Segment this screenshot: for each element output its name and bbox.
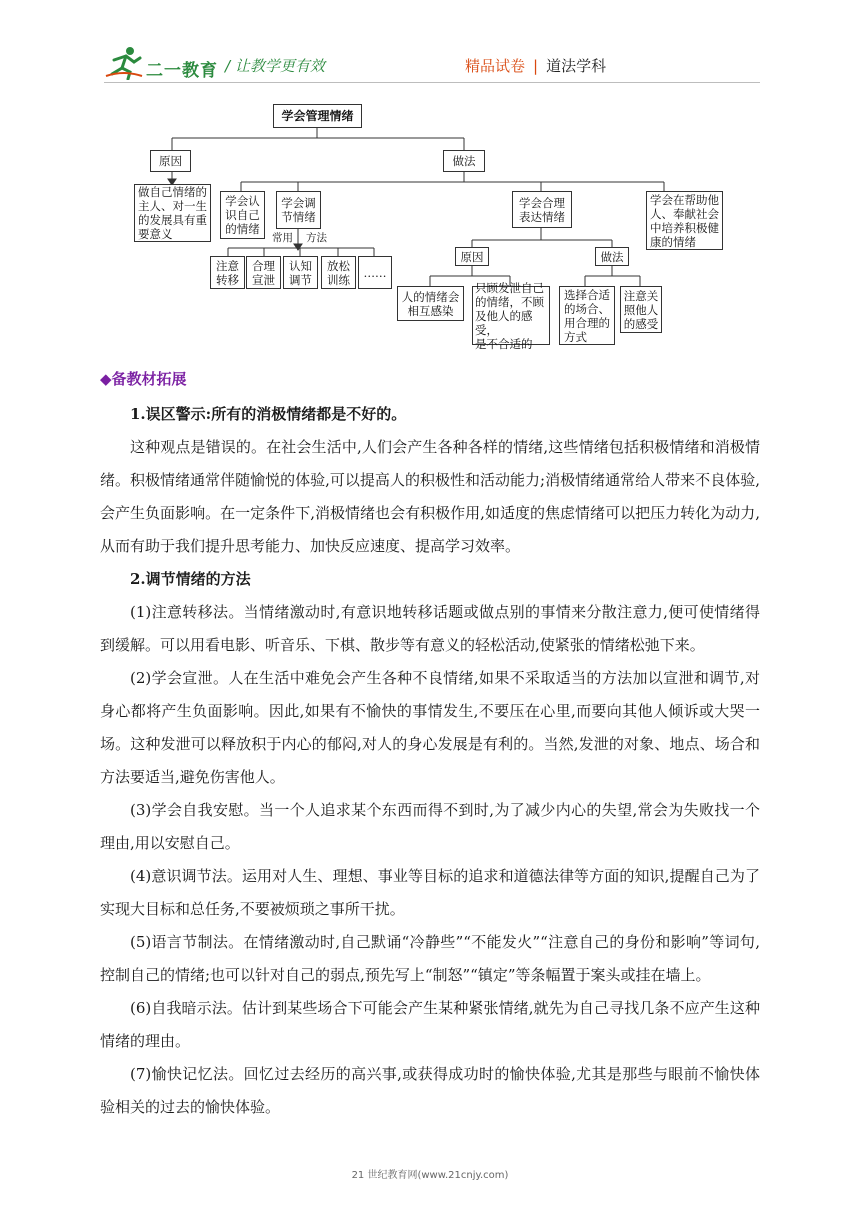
page-footer: 21 世纪教育网(www.21cnjy.com) bbox=[351, 1170, 509, 1181]
paragraph: (6)自我暗示法。估计到某些场合下可能会产生某种紧张情绪,就先为自己寻找几条不应产生这种情绪的理由。 bbox=[100, 999, 760, 1050]
paragraph: (2)学会宣泄。人在生活中难免会产生各种不良情绪,如果不采取适当的方法加以宣泄和调节,对身心都将产生负面影响。因此,如果有不愉快的事情发生,不要压在心里,而要向其他人倾诉或大哭一场。这种发泄可以释放积于内心的郁闷,对人的身心发展是有利的。当然,发泄的对象、地点、场合和方法要适当,避免伤害他人。 bbox=[100, 669, 760, 786]
node-root: 学会管理情绪 bbox=[273, 104, 362, 128]
node-attention-shift: 注意 转移 bbox=[210, 256, 245, 289]
node-care-others: 注意关 照他人 的感受 bbox=[620, 286, 662, 333]
node-venting: 合理 宣泄 bbox=[246, 256, 281, 289]
paper-tag: 精品试卷 bbox=[465, 57, 526, 75]
slogan: / 让教学更有效 bbox=[225, 57, 325, 75]
node-method: 做法 bbox=[443, 150, 485, 172]
node-regulate: 学会调 节情绪 bbox=[276, 191, 321, 229]
node-reason-text: 做自己情绪的 主人、对一生 的发展具有重 要意义 bbox=[134, 184, 211, 242]
header-separator: | bbox=[533, 57, 539, 75]
node-express: 学会合理 表达情绪 bbox=[512, 191, 572, 228]
node-contagion: 人的情绪会 相互感染 bbox=[397, 286, 464, 321]
node-reason: 原因 bbox=[150, 150, 191, 172]
section-title: ◆备教材拓展 bbox=[100, 370, 187, 388]
heading-methods: 2.调节情绪的方法 bbox=[130, 570, 251, 588]
paragraph: 这种观点是错误的。在社会生活中,人们会产生各种各样的情绪,这些情绪包括积极情绪和消极情绪。积极情绪通常伴随愉悦的体验,可以提高人的积极性和活动能力;消极情绪通常给人带来不良体验,会产生负面影响。在一定条件下,消极情绪也会有积极作用,如适度的焦虑情绪可以把压力转化为动力,从而有助于我们提升思考能力、加快反应速度、提高学习效率。 bbox=[100, 438, 760, 555]
node-express-method: 做法 bbox=[595, 247, 629, 266]
article-body bbox=[100, 398, 760, 1124]
node-cognitive: 认知 调节 bbox=[283, 256, 318, 289]
paragraph: (4)意识调节法。运用对人生、理想、事业等目标的追求和道德法律等方面的知识,提醒自己为了实现大目标和总任务,不要被烦琐之事所干扰。 bbox=[100, 867, 760, 918]
paragraph: (5)语言节制法。在情绪激动时,自己默诵“冷静些”“不能发火”“注意自己的身份和影响”等词句,控制自己的情绪;也可以针对自己的弱点,预先写上“制怒”“镇定”等条幅置于案头或挂在墙上。 bbox=[100, 933, 760, 984]
node-recognize: 学会认 识自己 的情绪 bbox=[220, 191, 265, 239]
node-selfish-venting: 只顾发泄自己 的情绪，不顾 及他人的感受， 是不合适的 bbox=[472, 286, 550, 345]
mind-map-diagram bbox=[0, 0, 860, 360]
heading-misconception: 1.误区警示:所有的消极情绪都是不好的。 bbox=[130, 405, 407, 423]
paragraph: (3)学会自我安慰。当一个人追求某个东西而得不到时,为了减少内心的失望,常会为失败找一个理由,用以安慰自己。 bbox=[100, 801, 760, 852]
node-express-reason: 原因 bbox=[455, 247, 489, 266]
paragraph: (1)注意转移法。当情绪激动时,有意识地转移话题或做点别的事情来分散注意力,便可使情绪得到缓解。可以用看电影、听音乐、下棋、散步等有意义的轻松活动,使紧张的情绪松弛下来。 bbox=[100, 603, 760, 654]
brand-name: 二一教育 bbox=[146, 61, 218, 81]
node-help-others: 学会在帮助他 人、奉献社会 中培养积极健 康的情绪 bbox=[646, 191, 723, 250]
label-methods: 方法 bbox=[306, 232, 327, 244]
subject-tag: 道法学科 bbox=[546, 57, 607, 75]
node-proper-occasion: 选择合适 的场合、 用合理的 方式 bbox=[559, 286, 615, 345]
node-etc: …… bbox=[358, 256, 392, 289]
label-common: 常用 bbox=[272, 232, 293, 244]
paragraph: (7)愉快记忆法。回忆过去经历的高兴事,或获得成功时的愉快体验,尤其是那些与眼前不愉快体验相关的过去的愉快体验。 bbox=[100, 1065, 760, 1116]
node-relax: 放松 训练 bbox=[321, 256, 356, 289]
